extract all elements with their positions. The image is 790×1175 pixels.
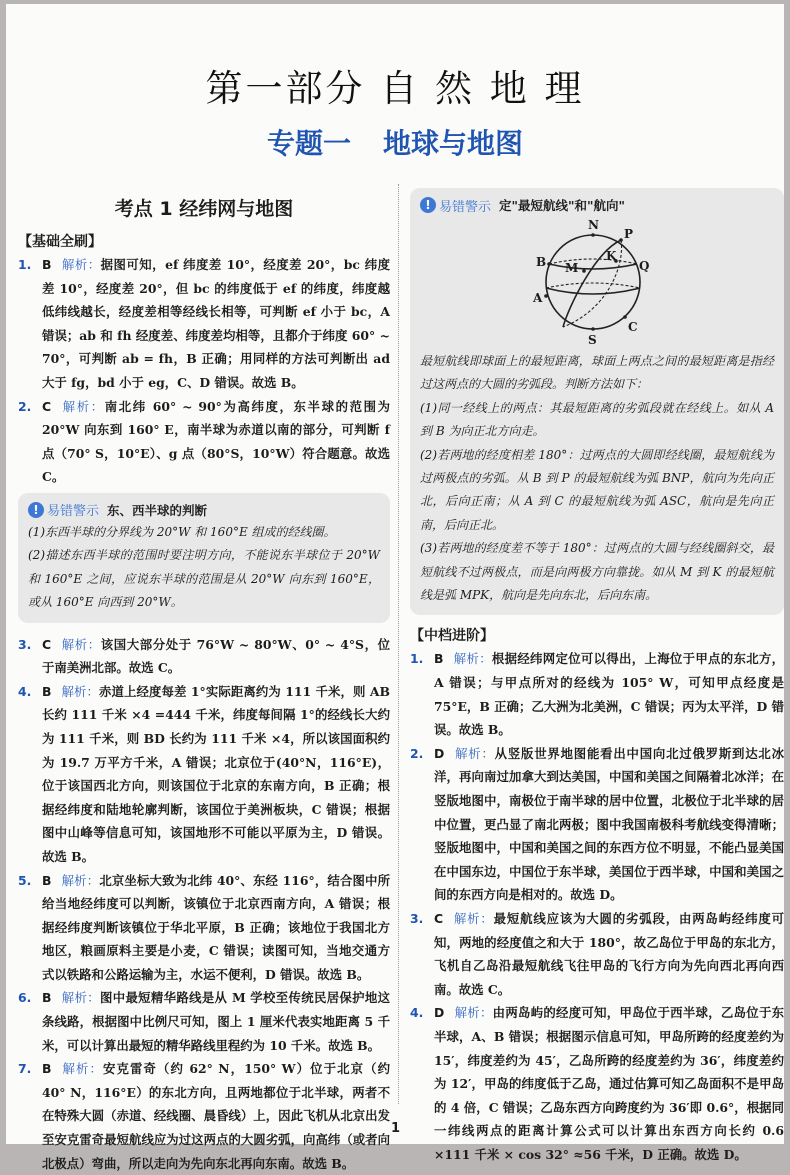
answer-text-block: [410, 742, 784, 907]
callout-label: 易错警示: [47, 504, 100, 520]
answer-item: [410, 1001, 784, 1166]
answer-item: [18, 395, 390, 489]
answer-text-block: [18, 986, 390, 1057]
section-heading-intermediate: 【中档进阶】: [410, 628, 494, 645]
label-k: K: [606, 249, 617, 263]
analysis-label: 解析：: [61, 872, 100, 888]
analysis-text: 由两岛屿的经度可知，甲岛位于西半球，乙岛位于东半球，A、B 错误；根据图示信息可知，甲岛所跨的经度差约为 15′，纬度差约为 45′，乙岛所跨的经度差约为 36′，纬度差约为 12′，甲岛的纬度低于乙岛，通过估算可知乙岛面积不是甲岛的 4 倍，C 错误；乙岛东西方向跨度约为 36′即 0.6°，根据同一纬线两点的距离计算公式可以计算出东西方向长约 0.6 ×111 千米 × cos 32° ≈56 千米，D 正确。故选 D。: [434, 1005, 785, 1162]
right-column: [410, 186, 784, 1167]
book-page: [6, 4, 785, 1171]
topic-title: [6, 122, 784, 162]
equator-back: [546, 283, 640, 288]
kaodian-heading: 考点 1 经纬网与地图: [114, 198, 294, 220]
label-p: P: [624, 227, 634, 241]
answer-item: [410, 742, 784, 907]
answer-list: [18, 633, 390, 1175]
callout-line: (2)若两地的经度相差 180°：过两点的大圆即经线圈，最短航线为过两极点的劣弧。从 B 到 P 的最短航线为弧 BNP，航向为先向正北，后向正南；从 A 到 C 的最短航线为弧 ASC，航向是先向正南，后向正北。: [420, 447, 774, 532]
question-number: 3.: [18, 636, 32, 652]
question-number: 1.: [18, 257, 32, 272]
label-a: A: [533, 291, 543, 305]
label-n: N: [588, 218, 599, 232]
section-heading-basic: 【基础全刷】: [18, 234, 102, 250]
analysis-text: 图中最短精华路线是从 M 学校至传统民居保护地这条线路，根据图中比例尺可知，图上 1 厘米代表实地距离 5 千米，可以计算出最短的精华路线里程约为 10 千米。故选 B。: [42, 990, 391, 1053]
answer-item: [18, 869, 390, 987]
callout-line: (2)描述东西半球的范围时要注明方向，不能说东半球位于 20°W 和 160°E 之间，应说东半球的范围是从 20°W 向东到 160°E，或从 160°E 向西到 20°W。: [28, 548, 380, 610]
left-column: [18, 186, 390, 1175]
label-c: C: [628, 320, 638, 334]
equator-front: [546, 288, 640, 294]
analysis-text: 根据经纬网定位可以得出，上海位于甲点的东北方，A 错误；与甲点所对的经线为 105° W，可知甲点经度是 75°E，B 正确；乙大洲为北美洲，C 错误；丙为太平洋，D 错误。故选 B。: [434, 651, 785, 738]
answer-item: [18, 253, 390, 395]
globe-diagram: [420, 216, 774, 348]
label-q: Q: [639, 259, 650, 273]
warning-callout: [18, 493, 390, 623]
callout-line: (1)东西半球的分界线为 20°W 和 160°E 组成的经线圈。: [28, 524, 336, 539]
callout-line: (1)同一经线上的两点：其最短距离的劣弧段就在经线上。如从 A 到 B 为向正北方向走。: [420, 400, 774, 439]
part-title: 第一部分 自 然 地 理: [205, 67, 585, 110]
answer-list: [18, 253, 390, 489]
question-number: 7.: [18, 1061, 32, 1077]
analysis-text: 南北纬 60° ~ 90°为高纬度，东半球的范围为 20°W 向东到 160° E，南半球为赤道以南的部分，可判断 f 点（70° S，10°E）、g 点（80°S，10°W）符合题意。故选 C。: [42, 398, 391, 485]
answer-choice: D: [434, 745, 445, 761]
analysis-label: 解析：: [61, 257, 101, 272]
answer-choice: B: [42, 990, 52, 1006]
answer-choice: C: [42, 398, 52, 414]
question-number: 4.: [410, 1005, 424, 1021]
label-s: S: [588, 333, 597, 347]
answer-choice: B: [42, 872, 52, 888]
point-s: [591, 327, 595, 331]
analysis-label: 解析：: [61, 683, 100, 699]
answer-text-block: [18, 1057, 390, 1175]
answer-text-block: [18, 253, 390, 395]
answer-list: [410, 647, 784, 1166]
answer-choice: C: [434, 911, 444, 926]
analysis-label: 解析：: [454, 745, 495, 761]
exclamation-icon: !: [420, 197, 436, 213]
callout-topic: 东、西半球的判断: [107, 502, 208, 518]
question-number: 4.: [18, 683, 32, 699]
answer-choice: B: [434, 651, 444, 667]
point-n: [591, 233, 595, 237]
topic-name: 地球与地图: [383, 127, 524, 160]
callout-header: [420, 194, 774, 216]
answer-item: [18, 633, 390, 680]
label-m: M: [565, 261, 579, 275]
answer-choice: B: [42, 257, 52, 272]
callout-label: 易错警示: [439, 199, 492, 215]
answer-text-block: [18, 680, 390, 869]
analysis-text: 北京坐标大致为北纬 40°、东经 116°，结合图中所给当地经纬度可以判断，该镇位于北京西南方向，A 错误；根据经纬度判断该镇位于华北平原，B 正确；该地位于我国北方地区，粮画原料主要是小麦，C 错误；读图可知，当地交通方式以铁路和公路运输为主，水运不便利，D 错误。故选 B。: [42, 872, 391, 982]
point-p: [619, 238, 623, 242]
answer-text-block: [410, 907, 784, 1001]
answer-text-block: [18, 869, 390, 987]
analysis-label: 解析：: [61, 990, 100, 1006]
answer-choice: B: [42, 683, 52, 699]
analysis-text: 最短航线应该为大圆的劣弧段，由两岛屿经纬度可知，两地的经度值之和大于 180°，故乙岛位于甲岛的东北方，飞机自乙岛沿最短航线飞往甲岛的飞行方向为先向西北再向西南。故选 C。: [434, 911, 785, 997]
globe-outline: [546, 235, 640, 329]
column-divider: [398, 184, 399, 1104]
callout-line: (3)若两地的经度差不等于 180°：过两点的大圆与经线圈斜交，最短航线不过两极点，而是向两极方向靠拢。如从 M 到 K 的最短航线是弧 MPK，航向是先向东北，后向东南。: [420, 541, 774, 603]
page-number: 1: [391, 1121, 401, 1136]
analysis-text: 赤道上经度每差 1°实际距离约为 111 千米，则 AB 长约 111 千米 ×4 =444 千米，纬度每间隔 1°的经线长大约为 111 千米，则 BD 长约为 111 千米 ×4，所以该国面积约为 19.7 万平方千米，A 错误；北京位于(40°N，116°E)，位于该国西北方向，则该国位于北京的东南方向，B 正确；根据经纬度和陆地轮廓判断，该国位于美洲板块，C 错误；根据图中山峰等信息可知，该国地形不可能以平原为主，D 错误。故选 B。: [42, 683, 390, 864]
analysis-label: 解析：: [453, 911, 494, 926]
answer-item: [18, 680, 390, 869]
answer-text-block: [410, 1001, 784, 1166]
question-number: 1.: [410, 651, 424, 667]
callout-topic: 定"最短航线"和"航向": [499, 198, 626, 213]
answer-item: [18, 986, 390, 1057]
point-a: [544, 294, 548, 298]
point-m: [582, 269, 586, 273]
answer-item: [410, 647, 784, 741]
callout-header: [28, 499, 380, 521]
analysis-label: 解析：: [454, 1005, 493, 1021]
analysis-text: 安克雷奇（约 62° N，150° W）位于北京（约 40° N，116°E）的东北方向，且两地都位于北半球，两者不在特殊大圆（赤道、经线圈、晨昏线）上，因此飞机从北京出发至安克雷奇最短航线应为过这两点的大圆劣弧，向高纬（或者向北极点）弯曲，所以走向为先向东北再向东南。故选 B。: [42, 1061, 390, 1171]
analysis-text: 据图可知，ef 纬度差 10°，经度差 20°，bc 纬度差 10°，经度差 20°，但 bc 的纬度低于 ef 的纬度，纬度越低纬线越长，经度差相等经线长相等，可判断 ef 小于 bc，A 错误；ab 和 fh 经度差、纬度差均相等，且都介于纬度 60° ~ 70°，可判断 ab = fh，B 正确；用同样的方法可判断出 ad 大于 fg，bd 小于 eg，C、D 错误。故选 B。: [42, 257, 390, 390]
topic-prefix: 专题一: [266, 127, 351, 160]
analysis-label: 解析：: [61, 398, 105, 414]
answer-choice: D: [434, 1005, 445, 1021]
callout-line: 最短航线即球面上的最短距离，球面上两点之间的最短距离是指经过这两点的大圆的劣弧段。判断方法如下：: [420, 354, 774, 392]
answer-text-block: [18, 395, 390, 489]
question-number: 3.: [410, 911, 424, 926]
answer-text-block: [410, 647, 784, 741]
exclamation-icon: !: [28, 502, 44, 518]
question-number: 2.: [410, 745, 424, 761]
warning-callout: [410, 188, 784, 615]
analysis-text: 该国大部分处于 76°W ~ 80°W、0° ~ 4°S，位于南美洲北部。故选 C。: [42, 636, 391, 676]
answer-item: [18, 1057, 390, 1175]
point-b: [547, 262, 551, 266]
answer-choice: B: [42, 1061, 52, 1077]
question-number: 2.: [18, 398, 32, 414]
point-c: [623, 315, 627, 319]
label-b: B: [536, 255, 547, 269]
answer-choice: C: [42, 636, 52, 652]
question-number: 5.: [18, 872, 32, 888]
answer-text-block: [18, 633, 390, 680]
answer-item: [410, 907, 784, 1001]
analysis-label: 解析：: [61, 636, 101, 652]
analysis-text: 从竖版世界地图能看出中国向北过俄罗斯到达北冰洋，再向南过加拿大到达美国，中国和美国之间隔着北冰洋；在竖版地图中，南极位于南半球的居中位置，北极位于北半球的居中位置，更凸显了南北两极；图中我国南极科考航线变得清晰；竖版地图中，中国和美国之间的东西方位不明显，不能凸显美国在中国东边，中国位于东半球，美国位于西半球，中国和美国之间的东西方向是相对的。故选 D。: [434, 745, 785, 903]
analysis-label: 解析：: [453, 651, 492, 667]
parallel-back-upper: [549, 259, 637, 264]
question-number: 6.: [18, 990, 32, 1006]
globe-svg: [497, 216, 697, 348]
analysis-label: 解析：: [61, 1061, 104, 1077]
